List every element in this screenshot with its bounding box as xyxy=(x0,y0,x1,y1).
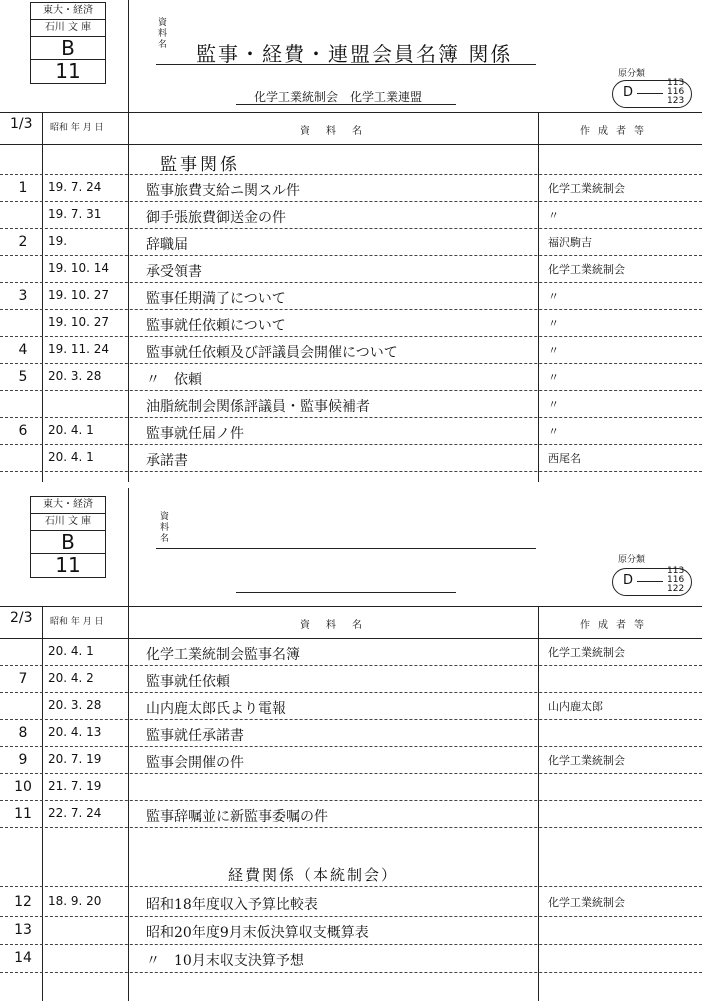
row-divider xyxy=(0,916,702,917)
archive-stamp-2 xyxy=(30,496,106,578)
row-title: 承諾書 xyxy=(146,453,188,469)
row-author: 〃 xyxy=(548,425,559,438)
row-number: 1 xyxy=(18,180,28,196)
row-title: 油脂統制会関係評議員・監事候補者 xyxy=(146,399,370,415)
row-number: 7 xyxy=(18,671,28,687)
row-divider xyxy=(0,282,702,283)
row-author: 化学工業統制会 xyxy=(548,263,625,276)
row-divider xyxy=(0,827,702,828)
page-number-1: 1/3 xyxy=(10,116,33,132)
row-divider xyxy=(0,363,702,364)
label-shiryomei-2: 資料名 xyxy=(160,512,170,544)
row-number: 12 xyxy=(14,894,32,910)
row-title: 監事就任依頼 xyxy=(146,674,230,690)
row-number: 5 xyxy=(18,369,28,385)
row-divider xyxy=(0,471,702,472)
row-divider xyxy=(0,692,702,693)
row-title: 御手張旅費御送金の件 xyxy=(146,210,286,226)
row-author: 化学工業統制会 xyxy=(548,646,625,659)
stamp-code1: B xyxy=(31,37,105,60)
row-title: 監事会開催の件 xyxy=(146,755,244,771)
ref-num: 113 xyxy=(667,78,685,88)
ref-label-1: 原分類 xyxy=(618,69,646,79)
row-title: 監事就任届ノ件 xyxy=(146,426,244,442)
row-title: 監事任期満了について xyxy=(146,291,286,307)
row-date: 19. 10. 14 xyxy=(48,261,110,275)
row-divider xyxy=(0,390,702,391)
row-divider xyxy=(0,309,702,310)
row-number: 13 xyxy=(14,922,32,938)
row-title: 山内鹿太郎氏より電報 xyxy=(146,701,286,717)
row-title: 昭和20年度9月末仮決算収支概算表 xyxy=(146,925,369,941)
organization-line: 化学工業統制会 化学工業連盟 xyxy=(254,90,423,104)
ref-num: 113 xyxy=(667,566,685,576)
ref-num: 122 xyxy=(667,584,685,594)
section-heading-keihi: 経費関係（本統制会） xyxy=(228,866,399,884)
row-author: 〃 xyxy=(548,290,559,303)
row-divider xyxy=(0,201,702,202)
row-author: 化学工業統制会 xyxy=(548,896,625,909)
label-shiryomei-1: 資料名 xyxy=(158,18,168,50)
row-author: 〃 xyxy=(548,209,559,222)
table-row xyxy=(0,922,702,946)
row-divider xyxy=(0,773,702,774)
row-title: 〃 10月末収支決算予想 xyxy=(146,953,304,969)
row-number: 6 xyxy=(18,423,28,439)
row-divider xyxy=(0,719,702,720)
row-date: 19. 7. 31 xyxy=(48,207,102,221)
row-date: 20. 7. 19 xyxy=(48,752,102,766)
row-date: 22. 7. 24 xyxy=(48,806,102,820)
row-date: 19. 10. 27 xyxy=(48,288,110,302)
row-title: 監事就任依頼について xyxy=(146,318,286,334)
row-number: 9 xyxy=(18,752,28,768)
row-author: 山内鹿太郎 xyxy=(548,700,603,713)
row-date: 19. 10. 27 xyxy=(48,315,110,329)
row-date: 19. 7. 24 xyxy=(48,180,102,194)
row-divider xyxy=(0,228,702,229)
row-author: 化学工業統制会 xyxy=(548,754,625,767)
row-author: 〃 xyxy=(548,398,559,411)
row-divider xyxy=(0,444,702,445)
row-title: 監事辞嘱並に新監事委嘱の件 xyxy=(146,809,328,825)
stamp-line1: 東大・経済 xyxy=(31,497,105,514)
row-date: 20. 4. 1 xyxy=(48,423,94,437)
ref-num: 116 xyxy=(667,87,685,97)
row-title: 〃 依頼 xyxy=(146,372,202,388)
row-title: 監事就任依頼及び評議員会開催について xyxy=(146,345,398,361)
section-heading-kanji: 監事関係 xyxy=(160,155,240,175)
row-number: 4 xyxy=(18,342,28,358)
stamp-line1: 東大・経済 xyxy=(31,3,105,20)
ref-label-2: 原分類 xyxy=(618,555,646,565)
row-title: 承受領書 xyxy=(146,264,202,280)
row-number: 14 xyxy=(14,950,32,966)
ref-code-1 xyxy=(612,80,692,108)
row-author: 〃 xyxy=(548,344,559,357)
stamp-code2: 11 xyxy=(55,553,81,577)
row-date: 20. 4. 13 xyxy=(48,725,102,739)
ref-code-2 xyxy=(612,568,692,596)
page-number-2: 2/3 xyxy=(10,610,33,626)
header-date: 昭和 年 月 日 xyxy=(50,617,104,627)
row-divider xyxy=(0,665,702,666)
stamp-line2: 石川 文 庫 xyxy=(31,20,105,37)
row-title: 昭和18年度収入予算比較表 xyxy=(146,897,318,913)
header-author: 作成者等 xyxy=(580,620,652,631)
row-author: 〃 xyxy=(548,317,559,330)
row-date: 20. 4. 1 xyxy=(48,450,94,464)
row-divider xyxy=(0,746,702,747)
row-number: 10 xyxy=(14,779,32,795)
row-author: 〃 xyxy=(548,371,559,384)
document-title: 監事・経費・連盟会員名簿 関係 xyxy=(196,42,513,66)
row-divider xyxy=(0,944,702,945)
row-divider xyxy=(0,417,702,418)
stamp-line2: 石川 文 庫 xyxy=(31,514,105,531)
header-title: 資料名 xyxy=(300,620,378,631)
row-date: 19. 11. 24 xyxy=(48,342,110,356)
stamp-code1: B xyxy=(31,531,105,554)
ref-num: 123 xyxy=(667,96,685,106)
row-date: 18. 9. 20 xyxy=(48,894,102,908)
row-author: 福沢駒吉 xyxy=(548,236,592,249)
table-row xyxy=(0,894,702,918)
header-author: 作成者等 xyxy=(580,126,652,137)
ref-prefix: D xyxy=(623,85,634,100)
ref-num: 116 xyxy=(667,575,685,585)
row-title: 監事就任承諾書 xyxy=(146,728,244,744)
row-date: 20. 4. 2 xyxy=(48,671,94,685)
row-date: 21. 7. 19 xyxy=(48,779,102,793)
stamp-code2: 11 xyxy=(55,59,81,83)
row-divider xyxy=(0,336,702,337)
row-date: 19. xyxy=(48,234,68,248)
row-title: 監事旅費支給ニ関スル件 xyxy=(146,183,300,199)
row-date: 20. 4. 1 xyxy=(48,644,94,658)
row-number: 11 xyxy=(14,806,32,822)
archive-stamp-1 xyxy=(30,2,106,84)
row-number: 2 xyxy=(18,234,28,250)
row-title: 辞職届 xyxy=(146,237,188,253)
table-row xyxy=(0,950,702,974)
row-divider xyxy=(0,800,702,801)
row-number: 3 xyxy=(18,288,28,304)
ref-prefix: D xyxy=(623,573,634,588)
row-date: 20. 3. 28 xyxy=(48,369,102,383)
row-divider xyxy=(0,255,702,256)
row-number: 8 xyxy=(18,725,28,741)
row-divider xyxy=(0,972,702,973)
row-date: 20. 3. 28 xyxy=(48,698,102,712)
header-title: 資料名 xyxy=(300,126,378,137)
row-author: 化学工業統制会 xyxy=(548,182,625,195)
row-author: 西尾名 xyxy=(548,452,581,465)
row-title: 化学工業統制会監事名簿 xyxy=(146,647,300,663)
header-date: 昭和 年 月 日 xyxy=(50,123,104,133)
